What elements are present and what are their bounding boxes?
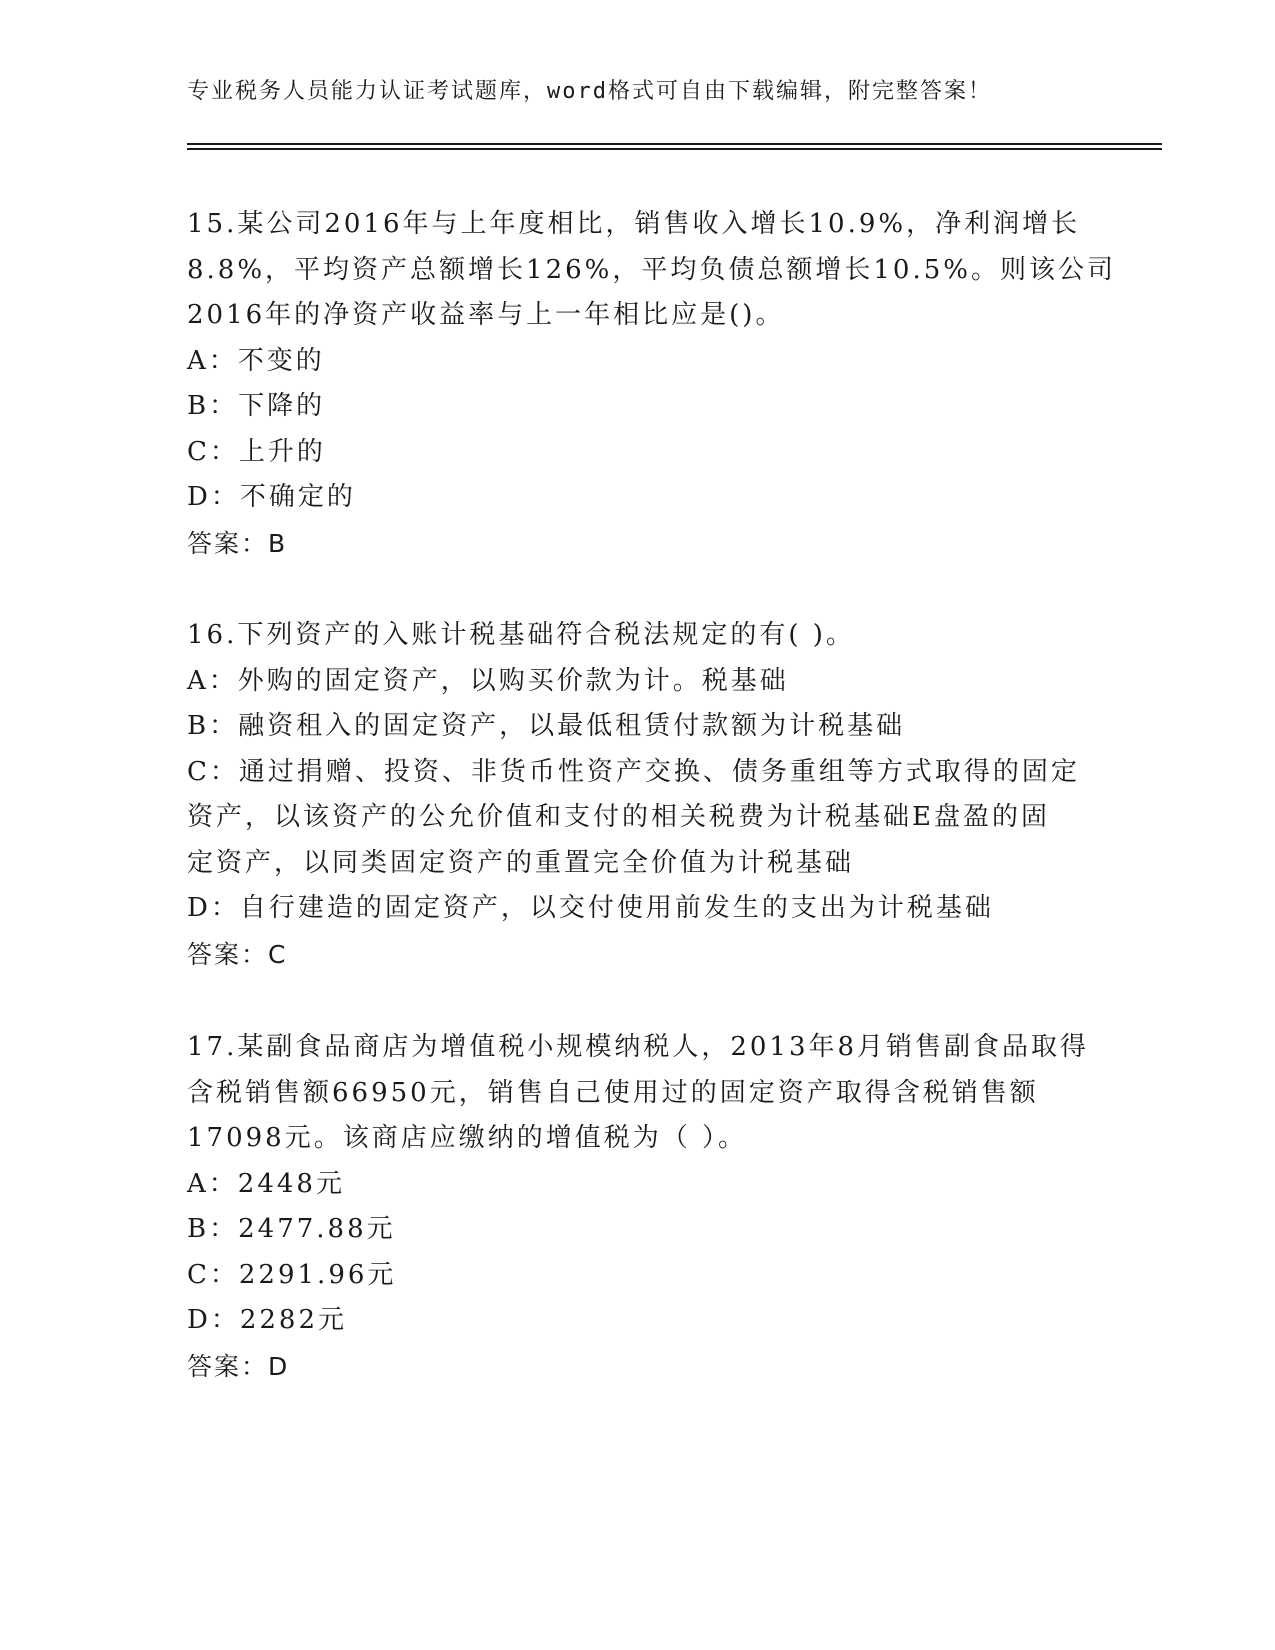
- question-stem-line: 含税销售额66950元，销售自己使用过的固定资产取得含税销售额: [187, 1077, 1039, 1108]
- question-stem-line: 17.某副食品商店为增值税小规模纳税人，2013年8月销售副食品取得: [187, 1032, 1090, 1062]
- option-c: C：上升的: [187, 436, 326, 467]
- option-d: D：自行建造的固定资产，以交付使用前发生的支出为计税基础: [187, 893, 994, 923]
- question-stem-line: 15.某公司2016年与上年度相比，销售收入增长10.9%，净利润增长: [187, 209, 1081, 239]
- option-b: B：融资租入的固定资产，以最低租赁付款额为计税基础: [187, 711, 906, 741]
- page-header: 专业税务人员能力认证考试题库，word格式可自由下载编辑，附完整答案！: [187, 79, 992, 104]
- option-a: A：外购的固定资产，以购买价款为计。税基础: [187, 665, 789, 696]
- question-17: [187, 1025, 1092, 1389]
- question-stem-line: 8.8%，平均资产总额增长126%，平均负债总额增长10.5%。则该公司: [187, 254, 1116, 285]
- option-a: A：2448元: [187, 1168, 345, 1199]
- header-rule-bottom: [187, 148, 1162, 150]
- option-b: B：2477.88元: [187, 1214, 396, 1244]
- answer-line: 答案：B: [187, 528, 288, 558]
- question-stem-line: 17098元。该商店应缴纳的增值税为（ ）。: [187, 1123, 747, 1153]
- question-stem-line: 16.下列资产的入账计税基础符合税法规定的有( )。: [187, 620, 855, 650]
- answer-line: 答案：C: [187, 939, 288, 969]
- option-d: D：不确定的: [187, 482, 356, 512]
- question-16: [187, 613, 1092, 977]
- question-stem-line: 2016年的净资产收益率与上一年相比应是()。: [187, 300, 785, 330]
- answer-line: 答案：D: [187, 1351, 290, 1381]
- header-rule-top: [187, 143, 1162, 145]
- option-c-continued: 资产，以该资产的公允价值和支付的相关税费为计税基础E盘盈的固: [187, 802, 1050, 832]
- option-a: A：不变的: [187, 345, 325, 376]
- option-c: C：2291.96元: [187, 1259, 397, 1290]
- option-c-continued: 定资产，以同类固定资产的重置完全价值为计税基础: [187, 847, 855, 878]
- option-d: D：2282元: [187, 1305, 348, 1335]
- option-b: B：下降的: [187, 391, 326, 421]
- question-15: [187, 202, 1116, 566]
- option-c: C：通过捐赠、投资、非货币性资产交换、债务重组等方式取得的固定: [187, 756, 1080, 787]
